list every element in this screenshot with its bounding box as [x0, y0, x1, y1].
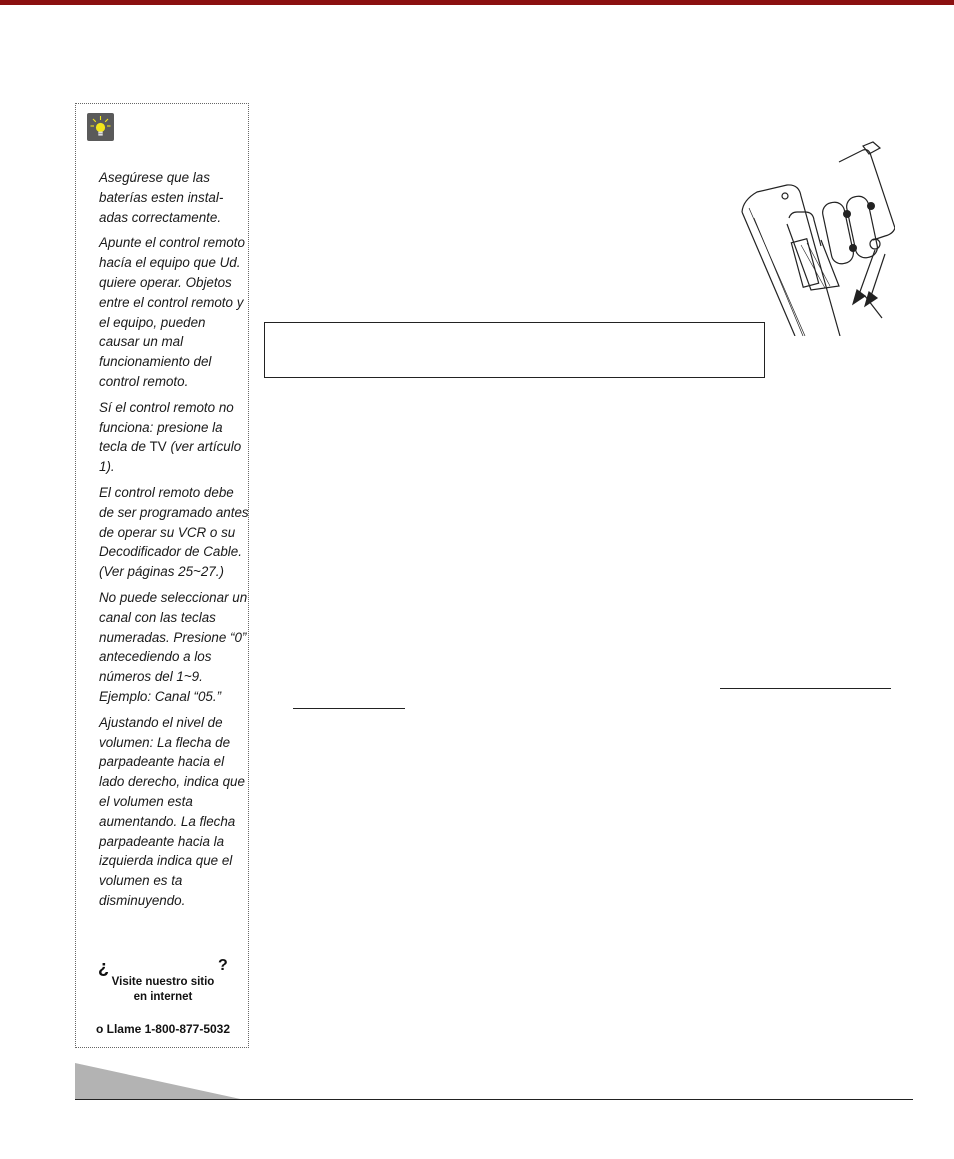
link-underline: [720, 688, 891, 689]
tip-text: El control remoto debe de ser programado antes de operar su VCR o su Decodificador de Cable. (Ver páginas 25~27.): [99, 484, 249, 580]
tip-text: Asegúrese que las baterías esten instal-adas correctamente.: [99, 170, 224, 225]
tip-text: No puede seleccionar un canal con las teclas numeradas. Presione “0” antecediendo a los números del 1~9. Ejemplo: Canal “05.”: [99, 589, 248, 704]
lightbulb-icon: [87, 113, 114, 141]
website-prompt: Visite nuestro sitio: [111, 976, 215, 988]
page-tab: [75, 1063, 245, 1100]
tip-key-label: TV: [149, 439, 167, 455]
remote-battery-illustration: [735, 140, 895, 336]
footer-rule: [75, 1099, 913, 1100]
tip-item: [99, 168, 249, 227]
tip-item: [99, 483, 249, 582]
tip-text: (ver artículo 1).: [99, 439, 242, 475]
tip-item: [99, 398, 249, 477]
website-prompt-2: en internet: [133, 991, 193, 1003]
web-question-open: ¿: [98, 957, 109, 977]
phone-number: o Llame 1-800-877-5032: [95, 1022, 231, 1036]
link-underline-2: [293, 708, 405, 709]
header-rule: [0, 0, 954, 5]
web-question-close: ?: [218, 957, 228, 974]
tip-text: Ajustando el nivel de volumen: La flecha de parpadeante hacia el lado derecho, indica que el volumen esta aumentando. La flecha parpadeante hacia la izquierda indica que el volumen es ta disminuyendo.: [99, 714, 245, 908]
tip-item: [99, 713, 249, 911]
tip-text: Sí el control remoto no funciona: presione la tecla de: [99, 399, 234, 455]
tip-text: Apunte el control remoto hacía el equipo que Ud. quiere operar. Objetos entre el control remoto y el equipo, pueden causar un mal funcionamiento del control remoto.: [99, 235, 245, 389]
tip-item: [99, 588, 249, 707]
tips-list: [99, 168, 249, 917]
note-box: [264, 322, 765, 378]
tips-sidebar: [75, 103, 249, 1048]
tip-item: [99, 233, 249, 391]
